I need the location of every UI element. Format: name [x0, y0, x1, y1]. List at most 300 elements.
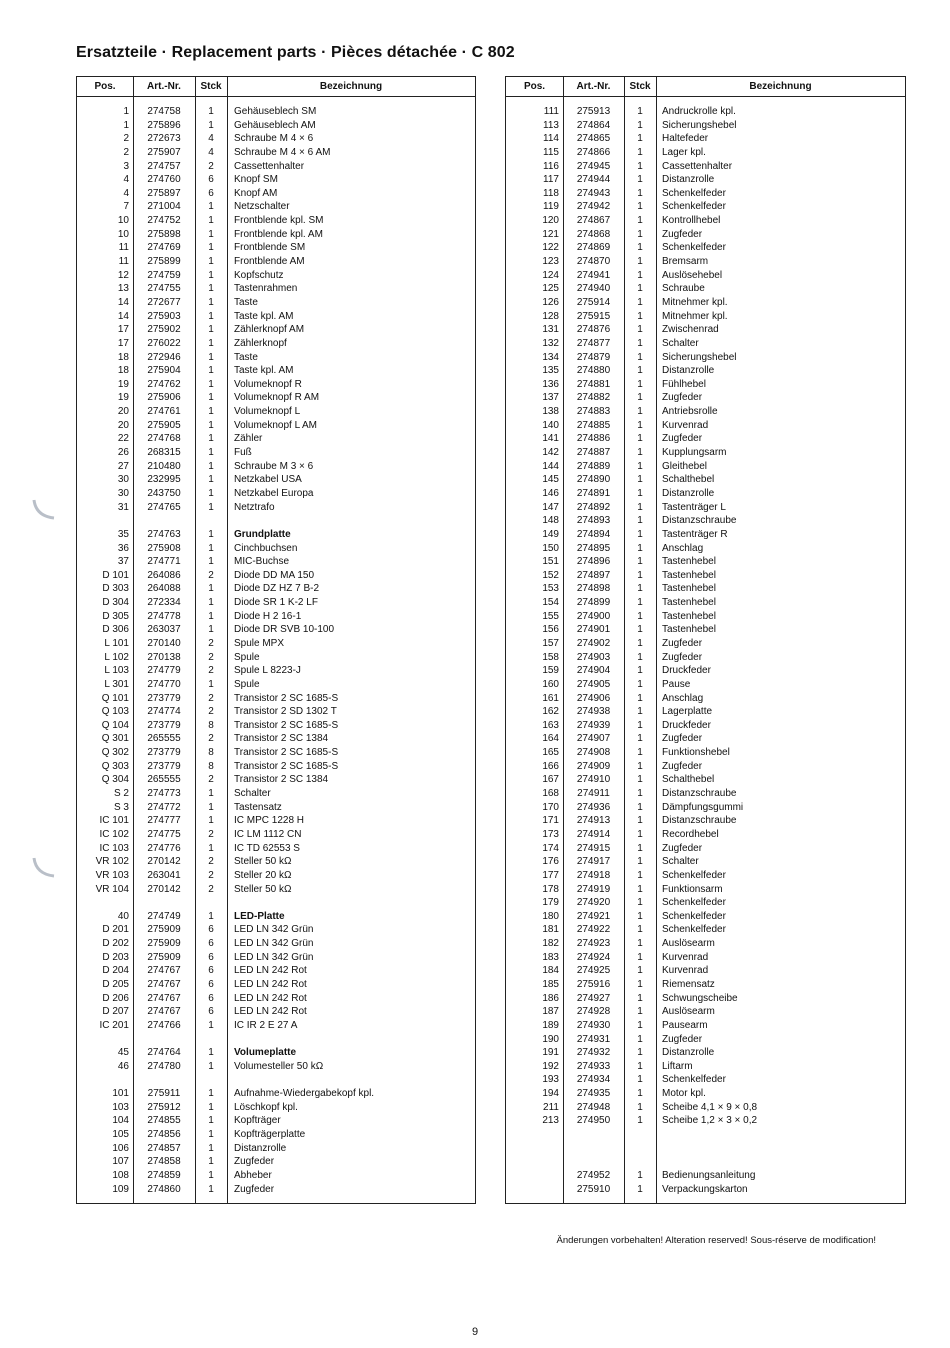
cell-pos: 194: [542, 1088, 559, 1100]
cell-art-nr: 272334: [147, 597, 181, 609]
cell-qty: 1: [637, 283, 643, 295]
table-row: [77, 1114, 475, 1128]
cell-pos: 1: [123, 106, 129, 117]
cell-pos: S 2: [113, 788, 129, 800]
cell-pos: 154: [542, 597, 559, 609]
cell-qty: 1: [637, 719, 643, 731]
cell-art-nr: 275916: [576, 979, 611, 990]
cell-qty: 1: [637, 460, 643, 472]
table-row: [506, 1183, 905, 1197]
table-row: [77, 719, 475, 733]
table-row: [506, 1060, 905, 1074]
cell-qty: 1: [208, 201, 214, 213]
table-row: [506, 119, 905, 133]
cell-desc: Zähler: [234, 433, 263, 445]
table-row: [506, 282, 905, 296]
cell-art-nr: 275911: [147, 1088, 181, 1100]
cell-art-nr: 265555: [147, 733, 181, 745]
cell-desc: Scheibe 1,2 × 3 × 0,2: [662, 1115, 758, 1127]
cell-desc: LED LN 242 Rot: [234, 965, 307, 977]
cell-desc: Zugfeder: [662, 637, 703, 649]
table-row: [506, 473, 905, 487]
cell-art-nr: 274876: [576, 324, 611, 336]
table-row: [77, 705, 475, 719]
cell-art-nr: 274860: [147, 1183, 181, 1195]
cell-desc: Transistor 2 SC 1384: [234, 774, 329, 786]
cell-desc: Cassettenhalter: [662, 160, 733, 172]
cell-pos: 167: [542, 774, 559, 786]
cell-qty: 1: [208, 365, 214, 377]
cell-art-nr: 274952: [576, 1169, 611, 1181]
cell-art-nr: 274915: [576, 842, 611, 854]
cell-art-nr: 270140: [147, 637, 181, 649]
cell-art-nr: 274919: [576, 883, 611, 895]
cell-desc: Schenkelfeder: [662, 924, 726, 936]
cell-art-nr: 274936: [576, 801, 611, 813]
cell-art-nr: 274865: [576, 133, 611, 145]
cell-art-nr: 232995: [147, 474, 181, 486]
cell-art-nr: 274885: [576, 419, 611, 431]
cell-qty: 1: [208, 106, 214, 117]
table-row: [506, 760, 905, 774]
table-row: [77, 1033, 475, 1047]
cell-qty: 1: [637, 337, 643, 349]
cell-desc: Gehäuseblech AM: [234, 119, 316, 131]
cell-qty: 1: [208, 228, 214, 240]
cell-qty: 1: [208, 501, 214, 513]
cell-qty: 1: [637, 106, 643, 117]
table-row: [77, 883, 475, 897]
cell-pos: 191: [542, 1047, 559, 1059]
cell-art-nr: 274898: [576, 583, 611, 595]
cell-desc: Tastenhebel: [662, 569, 716, 581]
cell-qty: 6: [208, 979, 214, 990]
table-row: [77, 1087, 475, 1101]
cell-art-nr: 275907: [147, 146, 181, 158]
table-row: [77, 746, 475, 760]
cell-qty: 1: [208, 324, 214, 336]
cell-pos: 114: [543, 133, 559, 145]
cell-desc: Zählerknopf AM: [234, 324, 305, 336]
cell-desc: Netzschalter: [234, 201, 290, 213]
cell-qty: 1: [637, 651, 643, 663]
table-row: [506, 269, 905, 283]
table-row: [506, 787, 905, 801]
cell-art-nr: 272677: [147, 296, 181, 308]
cell-pos: VR 102: [95, 856, 129, 868]
cell-art-nr: 270142: [147, 856, 181, 868]
cell-pos: Q 302: [101, 747, 129, 759]
cell-art-nr: 268315: [147, 447, 181, 459]
cell-qty: 8: [208, 719, 214, 731]
table-row: [506, 323, 905, 337]
cell-desc: Netztrafo: [234, 501, 275, 513]
cell-qty: 4: [208, 146, 214, 158]
cell-pos: Q 104: [101, 719, 129, 731]
cell-art-nr: 265555: [147, 774, 181, 786]
cell-pos: 111: [543, 106, 559, 117]
table-row: [77, 1155, 475, 1169]
cell-qty: 2: [208, 569, 214, 581]
cell-pos: 182: [542, 938, 559, 950]
table-row: [506, 582, 905, 596]
cell-art-nr: 274869: [576, 242, 611, 254]
cell-art-nr: 275915: [576, 310, 611, 322]
cell-pos: 177: [542, 869, 559, 881]
cell-pos: 184: [542, 965, 559, 977]
cell-art-nr: 275896: [147, 119, 181, 131]
cell-art-nr: 274910: [576, 774, 611, 786]
header-art: Art.-Nr.: [147, 81, 181, 92]
table-row: [77, 473, 475, 487]
cell-art-nr: 274776: [147, 842, 181, 854]
cell-pos: 18: [117, 351, 129, 363]
cell-art-nr: 275909: [147, 924, 181, 936]
cell-desc: Kurvenrad: [662, 951, 709, 963]
cell-qty: 1: [637, 869, 643, 881]
cell-art-nr: 274914: [576, 828, 611, 840]
cell-desc: Zugfeder: [662, 651, 703, 663]
cell-qty: 1: [637, 447, 643, 459]
cell-pos: 46: [117, 1060, 129, 1072]
table-row: [506, 173, 905, 187]
cell-pos: 148: [542, 515, 559, 527]
cell-desc: Distanzschraube: [662, 815, 737, 827]
table-row: [506, 1005, 905, 1019]
cell-desc: Diode DZ HZ 7 B-2: [234, 583, 320, 595]
table-row: [506, 351, 905, 365]
cell-qty: 1: [208, 310, 214, 322]
header-desc: Bezeichnung: [319, 81, 383, 92]
cell-desc: Schalthebel: [662, 474, 715, 486]
cell-desc: Funktionsarm: [662, 883, 723, 895]
table-row: [506, 1019, 905, 1033]
cell-desc: Funktionshebel: [662, 747, 730, 759]
table-row: [506, 692, 905, 706]
punch-hole-mark: [28, 852, 58, 882]
cell-pos: 7: [123, 201, 129, 213]
cell-art-nr: 274942: [576, 201, 611, 213]
cell-pos: 103: [112, 1101, 129, 1113]
cell-qty: 1: [208, 1129, 214, 1141]
cell-art-nr: 275903: [147, 310, 181, 322]
table-body-left: [77, 105, 475, 1196]
cell-art-nr: 274867: [576, 215, 611, 227]
cell-art-nr: 275904: [147, 365, 181, 377]
table-body-right: [506, 105, 905, 1196]
cell-pos: 14: [117, 296, 129, 308]
cell-desc: Auslösehebel: [662, 269, 723, 281]
cell-art-nr: 274921: [576, 910, 611, 922]
cell-qty: 2: [208, 733, 214, 745]
cell-qty: 8: [208, 760, 214, 772]
table-row: [77, 1169, 475, 1183]
cell-art-nr: 274887: [576, 447, 611, 459]
cell-art-nr: 274893: [576, 515, 611, 527]
cell-desc: Volumesteller 50 kΩ: [234, 1060, 324, 1072]
cell-art-nr: 274897: [576, 569, 611, 581]
cell-art-nr: 274935: [576, 1088, 611, 1100]
cell-qty: 1: [208, 1101, 214, 1113]
table-row: [77, 801, 475, 815]
table-row: [77, 282, 475, 296]
cell-desc: Cassettenhalter: [234, 160, 305, 172]
cell-qty: 2: [208, 637, 214, 649]
cell-art-nr: 274868: [576, 228, 611, 240]
cell-desc: Druckfeder: [662, 665, 711, 677]
cell-pos: VR 104: [95, 883, 129, 895]
cell-desc: Volumeplatte: [234, 1047, 297, 1059]
cell-art-nr: 274755: [147, 283, 181, 295]
table-row: [77, 787, 475, 801]
table-row: [77, 296, 475, 310]
cell-desc: Diode SR 1 K-2 LF: [234, 597, 318, 609]
cell-art-nr: 273779: [147, 747, 181, 759]
cell-desc: Motor kpl.: [662, 1088, 706, 1100]
cell-art-nr: 274902: [576, 637, 611, 649]
table-row: [77, 937, 475, 951]
cell-desc: Knopf SM: [234, 174, 278, 186]
table-row: [77, 678, 475, 692]
table-row: [77, 173, 475, 187]
cell-art-nr: 274877: [576, 337, 611, 349]
cell-desc: Liftarm: [662, 1060, 693, 1072]
table-row: [506, 814, 905, 828]
cell-pos: 10: [117, 228, 129, 240]
cell-qty: 1: [208, 1115, 214, 1127]
cell-pos: 113: [543, 119, 559, 131]
cell-qty: 6: [208, 174, 214, 186]
cell-art-nr: 274911: [577, 788, 610, 800]
cell-qty: 1: [637, 119, 643, 131]
cell-pos: 123: [542, 256, 559, 268]
table-row: [506, 132, 905, 146]
cell-desc: Transistor 2 SC 1384: [234, 733, 329, 745]
cell-qty: 2: [208, 856, 214, 868]
cell-art-nr: 274908: [576, 747, 611, 759]
cell-art-nr: 274945: [576, 160, 611, 172]
cell-art-nr: 274899: [576, 597, 611, 609]
cell-pos: 26: [117, 447, 129, 459]
table-row: [77, 869, 475, 883]
cell-pos: VR 103: [95, 869, 129, 881]
cell-art-nr: 275909: [147, 938, 181, 950]
cell-desc: Taste: [234, 296, 258, 308]
table-row: [77, 269, 475, 283]
cell-qty: 1: [637, 215, 643, 227]
cell-pos: 163: [542, 719, 559, 731]
cell-pos: 119: [543, 201, 559, 213]
cell-desc: Diode H 2 16-1: [234, 610, 302, 622]
cell-qty: 1: [208, 447, 214, 459]
cell-qty: 1: [637, 174, 643, 186]
cell-qty: 6: [208, 951, 214, 963]
cell-pos: 152: [542, 569, 559, 581]
cell-desc: Spule: [234, 678, 260, 690]
cell-pos: 12: [117, 269, 129, 281]
table-row: [506, 487, 905, 501]
cell-art-nr: 274864: [576, 119, 611, 131]
table-row: [77, 337, 475, 351]
table-row: [506, 883, 905, 897]
cell-desc: Diode DR SVB 10-100: [234, 624, 335, 636]
cell-art-nr: 273779: [147, 760, 181, 772]
table-row: [77, 419, 475, 433]
cell-qty: 1: [637, 242, 643, 254]
cell-art-nr: 274768: [147, 433, 181, 445]
cell-qty: 1: [637, 365, 643, 377]
cell-desc: Bremsarm: [662, 256, 709, 268]
cell-qty: 1: [208, 624, 214, 636]
cell-desc: Distanzrolle: [662, 174, 715, 186]
cell-desc: Tastenhebel: [662, 583, 716, 595]
cell-qty: 1: [208, 1183, 214, 1195]
cell-desc: Schenkelfeder: [662, 869, 726, 881]
cell-pos: 45: [117, 1047, 129, 1059]
cell-art-nr: 274779: [147, 665, 181, 677]
cell-desc: Auslösearm: [662, 1006, 715, 1018]
table-row: [77, 610, 475, 624]
cell-qty: 1: [208, 419, 214, 431]
cell-pos: D 306: [102, 624, 129, 636]
cell-pos: 106: [112, 1142, 129, 1154]
cell-art-nr: 275899: [147, 256, 181, 268]
header-pos: Pos.: [523, 81, 546, 92]
cell-art-nr: 270142: [147, 883, 181, 895]
table-row: [506, 446, 905, 460]
cell-desc: Schenkelfeder: [662, 897, 726, 909]
cell-art-nr: 274880: [576, 365, 611, 377]
cell-qty: 1: [208, 119, 214, 131]
table-row: [506, 951, 905, 965]
table-row: [506, 378, 905, 392]
cell-qty: 1: [637, 979, 643, 990]
header-pos: Pos.: [94, 81, 116, 92]
cell-pos: 190: [542, 1033, 559, 1045]
cell-qty: 1: [637, 406, 643, 418]
cell-desc: Gleithebel: [662, 460, 708, 472]
table-row: [506, 705, 905, 719]
cell-pos: 170: [542, 801, 559, 813]
table-row: [506, 896, 905, 910]
table-row: [506, 228, 905, 242]
cell-desc: Schraube M 3 × 6: [234, 460, 314, 472]
cell-qty: 1: [208, 215, 214, 227]
cell-art-nr: 274774: [147, 706, 181, 718]
cell-art-nr: 274767: [147, 1006, 181, 1018]
cell-qty: 1: [637, 474, 643, 486]
cell-pos: 104: [112, 1115, 129, 1127]
cell-qty: 4: [208, 133, 214, 145]
cell-qty: 1: [637, 1060, 643, 1072]
cell-pos: 155: [542, 610, 559, 622]
cell-desc: Anschlag: [662, 692, 704, 704]
cell-pos: 2: [123, 146, 129, 158]
cell-desc: LED LN 242 Rot: [234, 992, 307, 1004]
cell-art-nr: 274934: [576, 1074, 611, 1086]
cell-qty: 1: [637, 296, 643, 308]
cell-desc: Aufnahme-Wiedergabekopf kpl.: [234, 1088, 375, 1100]
cell-qty: 1: [637, 187, 643, 199]
table-row: [506, 160, 905, 174]
table-row: [77, 637, 475, 651]
cell-pos: 213: [542, 1115, 559, 1127]
cell-art-nr: 274892: [576, 501, 611, 513]
cell-art-nr: 274883: [576, 406, 611, 418]
cell-art-nr: 274757: [147, 160, 181, 172]
cell-qty: 1: [637, 938, 643, 950]
cell-art-nr: 274775: [147, 828, 181, 840]
cell-pos: 31: [117, 501, 129, 513]
cell-desc: Fuß: [234, 447, 252, 459]
cell-pos: 13: [117, 283, 129, 295]
cell-pos: 135: [542, 365, 559, 377]
cell-desc: Distanzrolle: [234, 1142, 287, 1154]
cell-pos: D 304: [102, 597, 129, 609]
cell-pos: Q 304: [101, 774, 129, 786]
cell-qty: 1: [208, 460, 214, 472]
cell-pos: 165: [542, 747, 559, 759]
cell-desc: Volumeknopf R AM: [234, 392, 320, 404]
cell-desc: Zugfeder: [662, 842, 703, 854]
cell-pos: 40: [117, 910, 129, 922]
cell-pos: 173: [542, 828, 559, 840]
cell-pos: 27: [117, 460, 129, 472]
cell-pos: 171: [542, 815, 559, 827]
cell-desc: Zugfeder: [662, 1033, 703, 1045]
cell-desc: Riemensatz: [662, 979, 715, 990]
cell-pos: 101: [112, 1088, 129, 1100]
table-row: [77, 1128, 475, 1142]
cell-art-nr: 275898: [147, 228, 181, 240]
cell-qty: 1: [637, 501, 643, 513]
cell-art-nr: 274904: [576, 665, 611, 677]
table-row: [506, 391, 905, 405]
cell-art-nr: 274950: [576, 1115, 611, 1127]
table-row: [77, 446, 475, 460]
table-row: [77, 146, 475, 160]
cell-art-nr: 274772: [147, 801, 181, 813]
table-row: [77, 187, 475, 201]
cell-art-nr: 274780: [147, 1060, 181, 1072]
cell-art-nr: 274886: [576, 433, 611, 445]
cell-art-nr: 274881: [576, 378, 611, 390]
cell-desc: Volumeknopf R: [234, 378, 302, 390]
cell-qty: 1: [208, 351, 214, 363]
cell-pos: 156: [542, 624, 559, 636]
cell-qty: 6: [208, 965, 214, 977]
cell-pos: 37: [117, 556, 129, 568]
cell-qty: 1: [208, 433, 214, 445]
cell-qty: 1: [208, 296, 214, 308]
cell-art-nr: 275909: [147, 951, 181, 963]
cell-art-nr: 210480: [147, 460, 181, 472]
cell-desc: Sicherungshebel: [662, 351, 737, 363]
cell-qty: 1: [208, 1019, 214, 1031]
cell-qty: 1: [637, 487, 643, 499]
table-row: [506, 828, 905, 842]
cell-art-nr: 274922: [576, 924, 611, 936]
cell-qty: 1: [637, 774, 643, 786]
cell-pos: 121: [542, 228, 559, 240]
cell-pos: 211: [543, 1101, 559, 1113]
cell-desc: Schenkelfeder: [662, 910, 726, 922]
cell-desc: Scheibe 4,1 × 9 × 0,8: [662, 1101, 758, 1113]
table-row: [77, 828, 475, 842]
cell-desc: Bedienungsanleitung: [662, 1169, 756, 1181]
cell-desc: Frontblende AM: [234, 256, 305, 268]
cell-pos: 107: [112, 1156, 129, 1168]
